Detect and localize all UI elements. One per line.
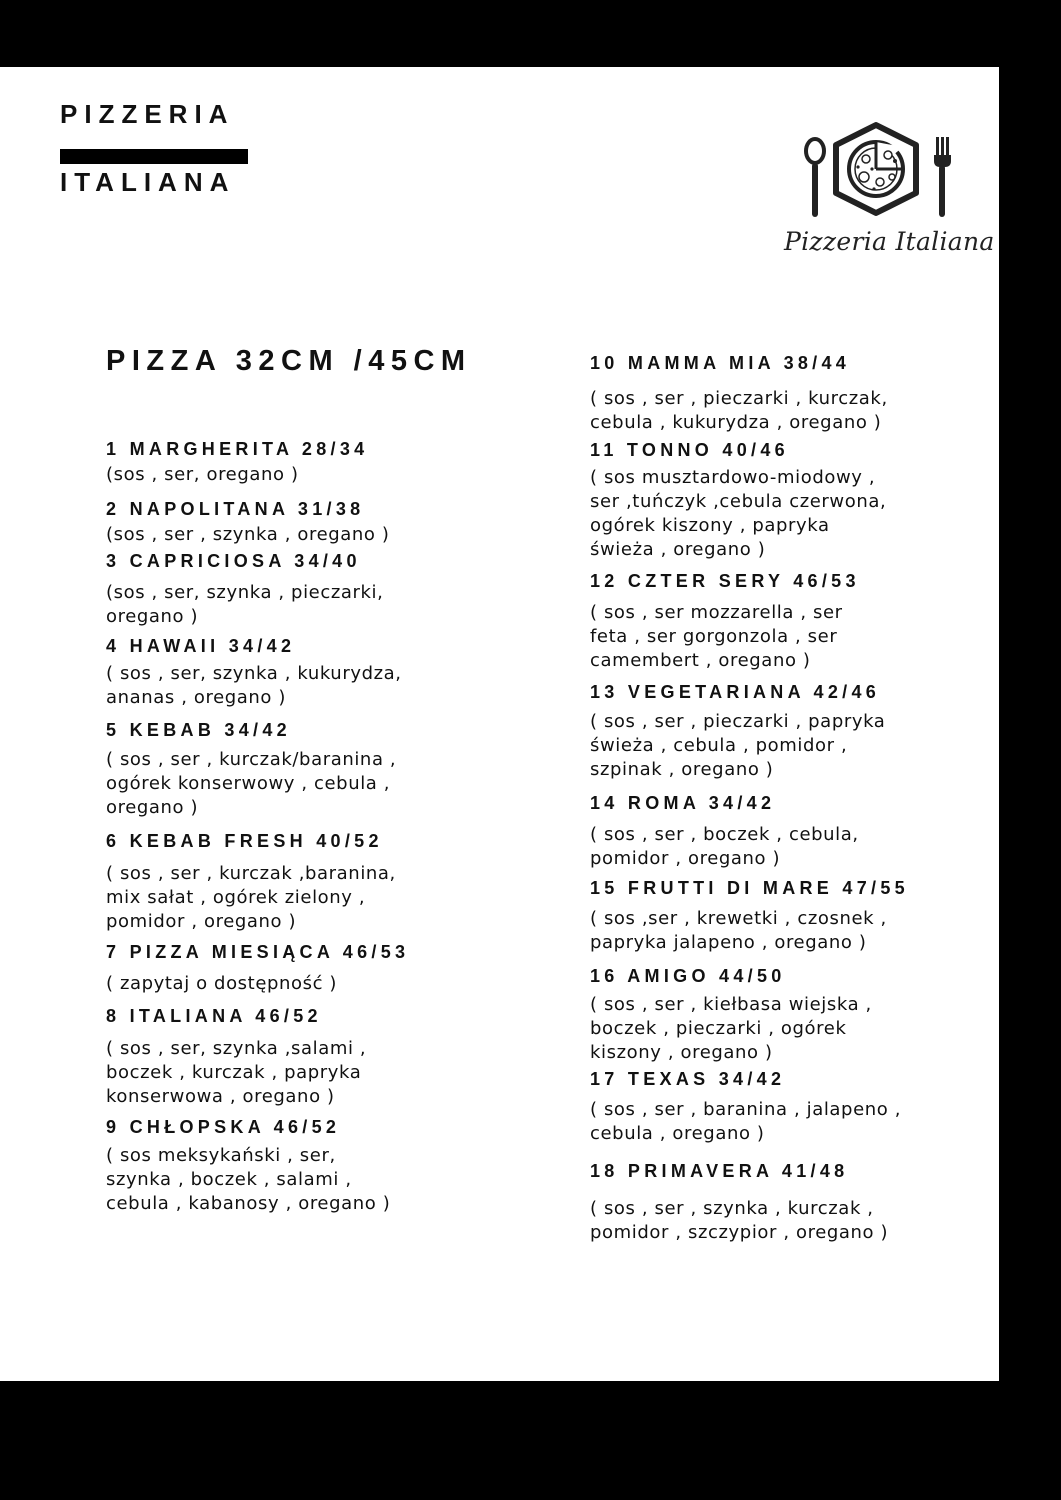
item-desc: ( sos , ser , baranina , jalapeno , cebula , oregano ) bbox=[590, 1099, 902, 1144]
item-name: 13 VEGETARIANA 42/46 bbox=[590, 682, 881, 702]
item-desc: ( sos , ser , kurczak ,baranina, mix sałat , ogórek zielony , pomidor , oregano ) bbox=[106, 863, 396, 932]
item-name: 5 KEBAB 34/42 bbox=[106, 720, 291, 740]
logo-script-text: Pizzeria Italiana bbox=[784, 227, 995, 256]
item-desc: ( sos , ser, szynka , kukurydza, ananas , oregano ) bbox=[106, 663, 402, 708]
item-desc: (sos , ser, szynka , pieczarki, oregano ) bbox=[106, 582, 384, 627]
item-desc: ( sos ,ser , krewetki , czosnek , papryka jalapeno , oregano ) bbox=[590, 908, 887, 953]
spoon-icon bbox=[806, 139, 824, 217]
item-name: 7 PIZZA MIESIĄCA 46/53 bbox=[106, 942, 410, 962]
item-name: 6 KEBAB FRESH 40/52 bbox=[106, 831, 383, 851]
pizza-icon bbox=[849, 141, 903, 196]
menu-page bbox=[0, 67, 999, 1381]
brand-title-line2: ITALIANA bbox=[60, 167, 236, 197]
item-desc: ( sos meksykański , ser, szynka , boczek , salami , cebula , kabanosy , oregano ) bbox=[106, 1145, 391, 1214]
item-name: 16 AMIGO 44/50 bbox=[590, 966, 786, 986]
item-desc: (sos , ser , szynka , oregano ) bbox=[106, 524, 390, 545]
item-name: 11 TONNO 40/46 bbox=[590, 440, 789, 460]
item-desc: ( sos , ser , boczek , cebula, pomidor , oregano ) bbox=[590, 824, 859, 869]
item-name: 1 MARGHERITA 28/34 bbox=[106, 439, 369, 459]
item-name: 3 CAPRICIOSA 34/40 bbox=[106, 551, 361, 571]
item-desc: ( sos , ser , kiełbasa wiejska , boczek , pieczarki , ogórek kiszony , oregano ) bbox=[590, 994, 872, 1063]
item-name: 15 FRUTTI DI MARE 47/55 bbox=[590, 878, 909, 898]
item-desc: ( sos , ser , pieczarki , papryka świeża , cebula , pomidor , szpinak , oregano ) bbox=[590, 711, 886, 780]
item-name: 2 NAPOLITANA 31/38 bbox=[106, 499, 365, 519]
item-desc: ( sos musztardowo-miodowy , ser ,tuńczyk ,cebula czerwona, ogórek kiszony , papryka świeża , oregano ) bbox=[590, 467, 887, 560]
section-title: PIZZA 32CM /45CM bbox=[106, 345, 472, 377]
item-name: 12 CZTER SERY 46/53 bbox=[590, 571, 860, 591]
item-desc: ( sos , ser mozzarella , ser feta , ser gorgonzola , ser camembert , oregano ) bbox=[590, 602, 843, 671]
item-name: 4 HAWAII 34/42 bbox=[106, 636, 296, 656]
item-name: 8 ITALIANA 46/52 bbox=[106, 1006, 322, 1026]
brand-title-line1: PIZZERIA bbox=[60, 99, 235, 129]
item-desc: (sos , ser, oregano ) bbox=[106, 464, 299, 485]
fork-icon bbox=[934, 137, 951, 217]
item-desc: ( sos , ser , kurczak/baranina , ogórek konserwowy , cebula , oregano ) bbox=[106, 749, 397, 818]
item-desc: ( sos , ser , pieczarki , kurczak, cebula , kukurydza , oregano ) bbox=[590, 388, 888, 433]
item-name: 14 ROMA 34/42 bbox=[590, 793, 776, 813]
item-desc: ( sos , ser, szynka ,salami , boczek , kurczak , papryka konserwowa , oregano ) bbox=[106, 1038, 367, 1107]
brand-divider bbox=[60, 149, 248, 164]
item-name: 17 TEXAS 34/42 bbox=[590, 1069, 786, 1089]
item-name: 9 CHŁOPSKA 46/52 bbox=[106, 1117, 341, 1137]
item-desc: ( sos , ser , szynka , kurczak , pomidor , szczypior , oregano ) bbox=[590, 1198, 889, 1243]
item-name: 18 PRIMAVERA 41/48 bbox=[590, 1161, 849, 1181]
item-name: 10 MAMMA MIA 38/44 bbox=[590, 353, 851, 373]
item-desc: ( zapytaj o dostępność ) bbox=[106, 973, 338, 994]
